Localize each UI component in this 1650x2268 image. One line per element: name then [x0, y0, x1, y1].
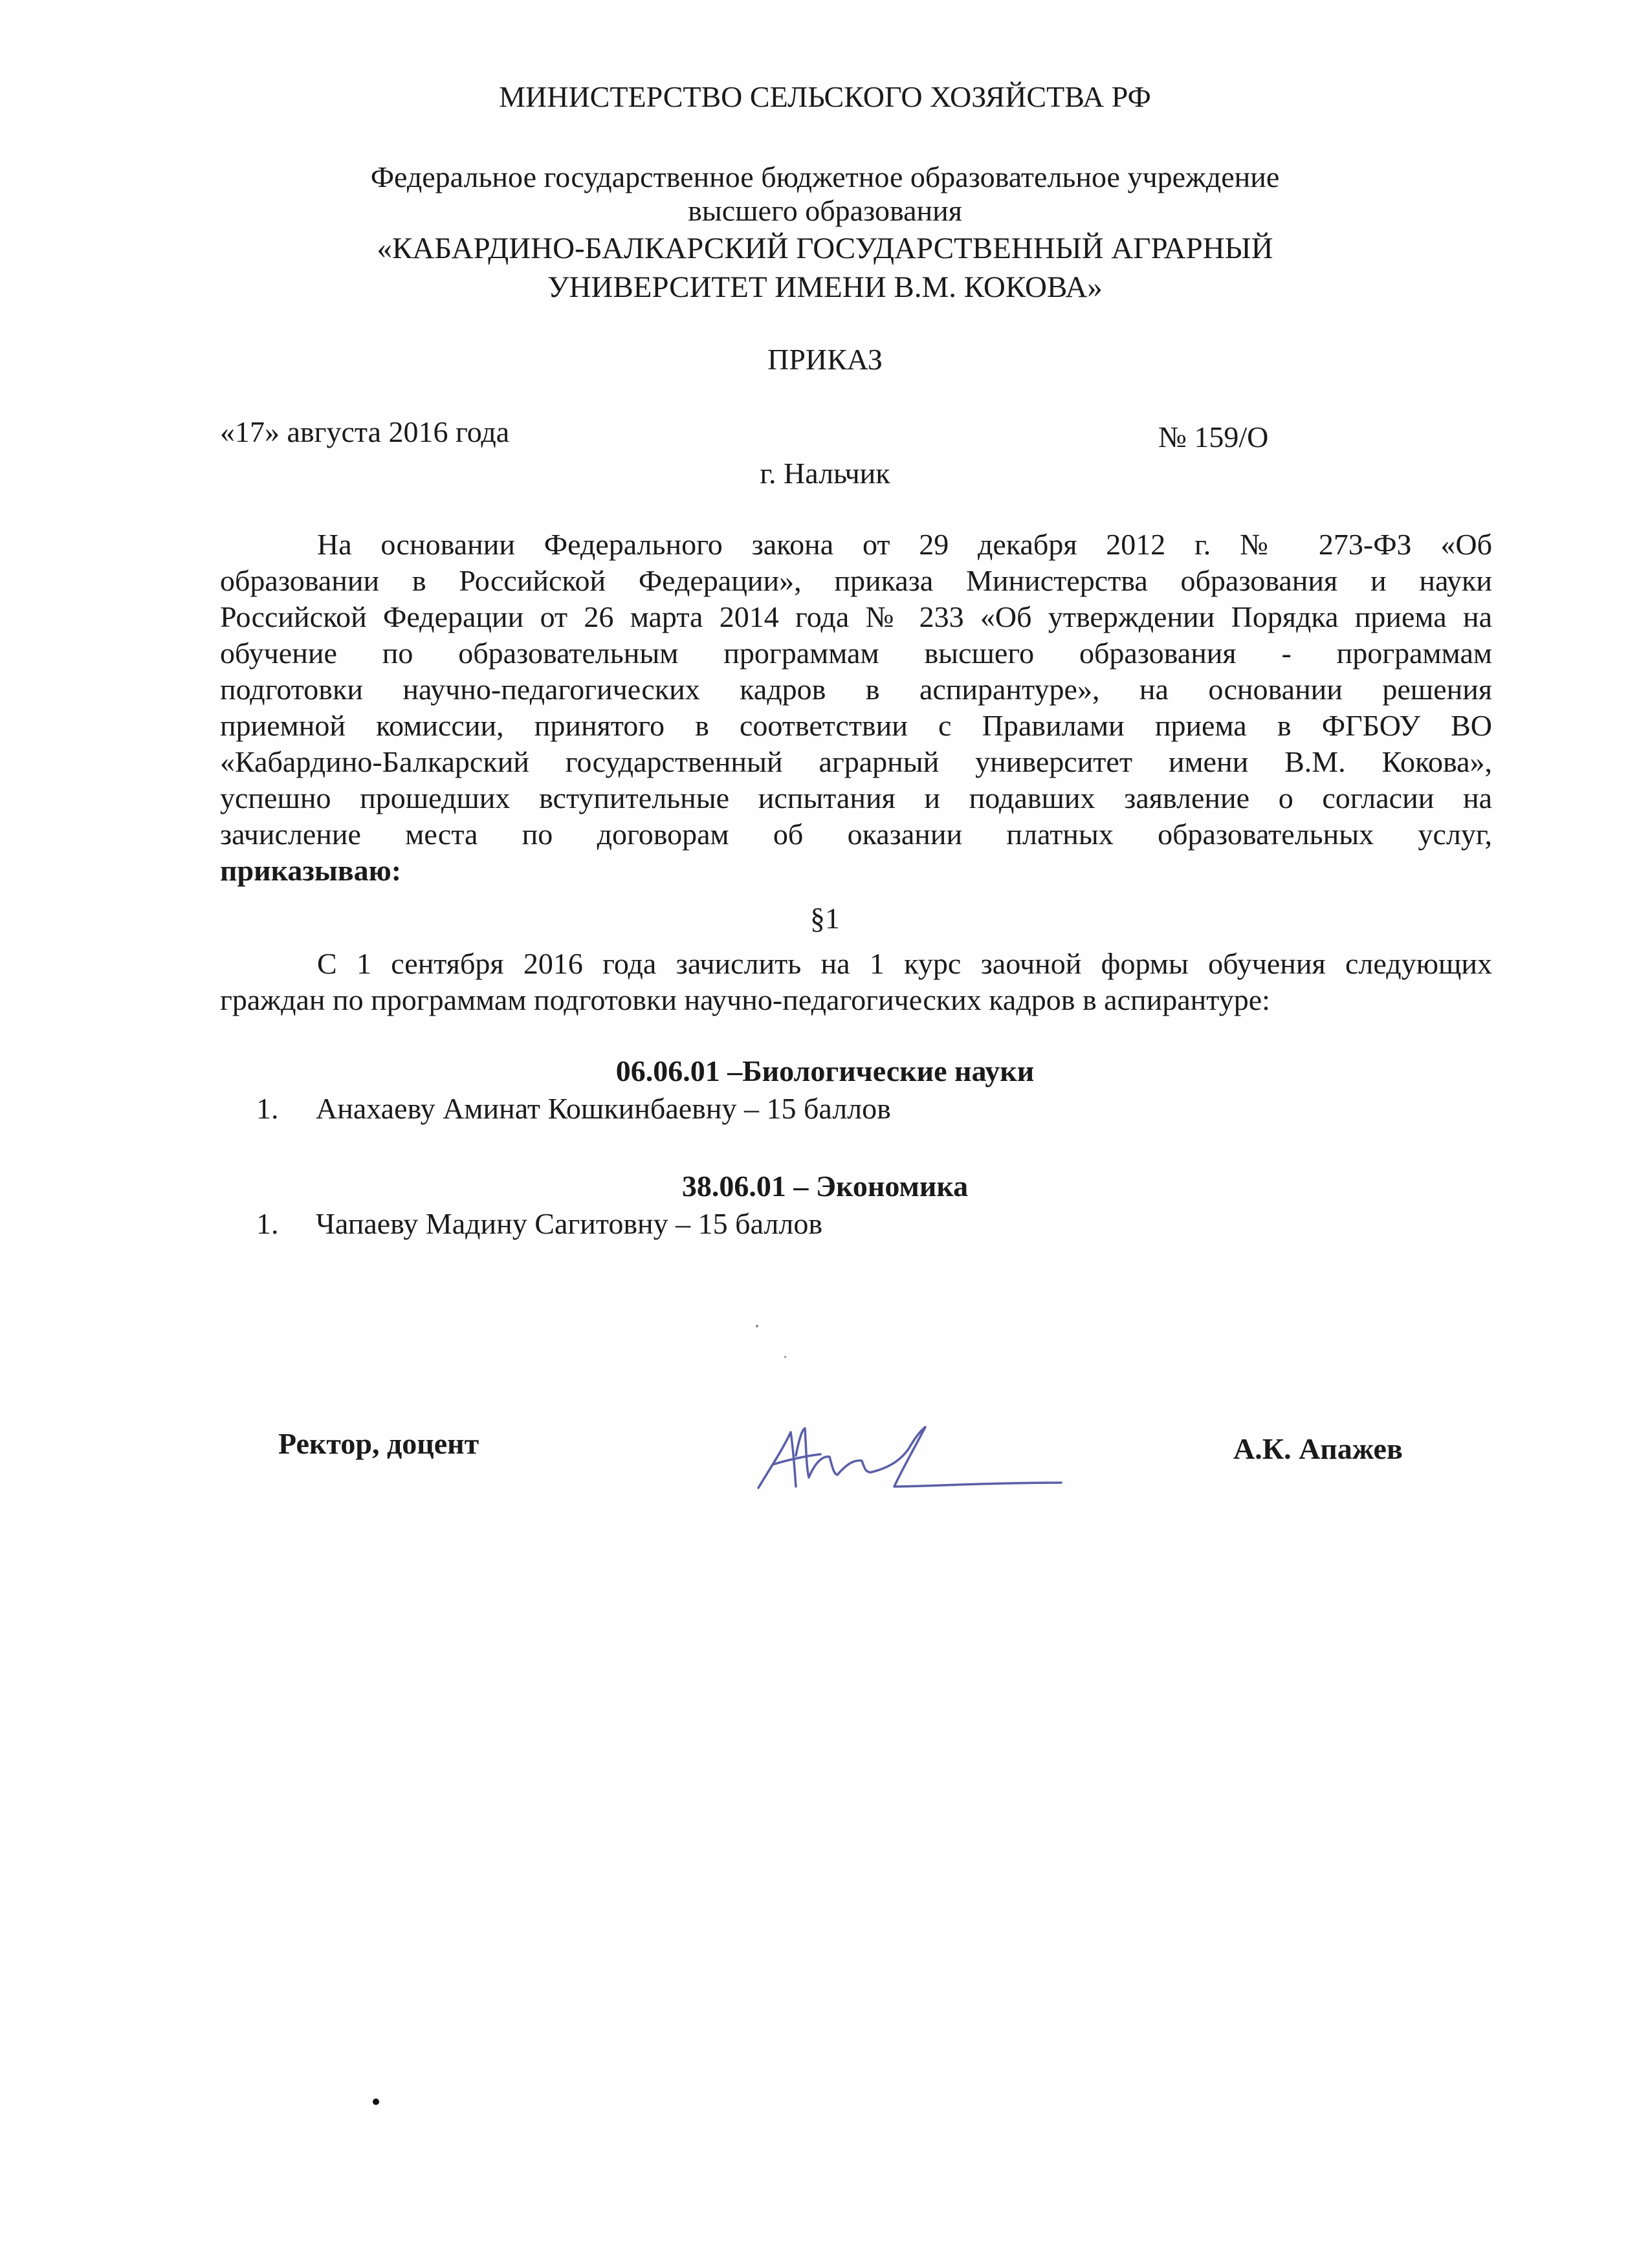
institution-type-line: Федеральное государственное бюджетное образовательное учреждение [370, 160, 1280, 193]
preamble-line: приемной комиссии, принятого в соответствии с Правилами приема в ФГБОУ ВО [220, 709, 1492, 742]
scan-speck [756, 1325, 758, 1327]
handwritten-signature [751, 1410, 1074, 1507]
preamble-closing: приказываю: [220, 854, 402, 887]
list-item-text: Анахаеву Аминат Кошкинбаевну – 15 баллов [316, 1092, 891, 1125]
section-line: С 1 сентября 2016 года зачислить на 1 курс заочной формы обучения следующих [317, 947, 1492, 980]
preamble-line: обучение по образовательным программам высшего образования - программам [220, 637, 1492, 670]
ministry-heading: МИНИСТЕРСТВО СЕЛЬСКОГО ХОЗЯЙСТВА РФ [499, 80, 1151, 113]
signer-position: Ректор, доцент [278, 1427, 479, 1460]
section-mark: §1 [810, 902, 840, 935]
preamble-line: На основании Федерального закона от 29 декабря 2012 г. № 273-ФЗ «Об [317, 528, 1492, 561]
list-item-text: Чапаеву Мадину Сагитовну – 15 баллов [316, 1207, 823, 1240]
list-item-number: 1. [256, 1207, 279, 1240]
order-city: г. Нальчик [760, 457, 890, 490]
signer-name: А.К. Апажев [1233, 1432, 1403, 1465]
program-title: 06.06.01 –Биологические науки [615, 1054, 1035, 1087]
order-date: «17» августа 2016 года [220, 415, 510, 448]
preamble-line: подготовки научно-педагогических кадров в аспирантуре», на основании решения [220, 673, 1492, 706]
list-item [256, 1206, 822, 1242]
section-line: граждан по программам подготовки научно-педагогических кадров в аспирантуре: [220, 983, 1270, 1016]
scan-speck [373, 2099, 379, 2105]
preamble-paragraph [220, 527, 1492, 889]
scan-speck [784, 1356, 786, 1358]
program-title: 38.06.01 – Экономика [681, 1170, 969, 1203]
institution-name-line1: «КАБАРДИНО-БАЛКАРСКИЙ ГОСУДАРСТВЕННЫЙ АГРАРНЫЙ [377, 232, 1273, 265]
preamble-line: зачисление места по договорам об оказании платных образовательных услуг, [220, 818, 1492, 851]
preamble-line: образовании в Российской Федерации», приказа Министерства образования и науки [220, 564, 1492, 597]
section-paragraph [220, 946, 1492, 1018]
order-number: № 159/О [1158, 420, 1269, 453]
preamble-line: успешно прошедших вступительные испытания и подавших заявление о согласии на [220, 781, 1492, 814]
institution-level-line: высшего образования [688, 194, 962, 227]
preamble-line: «Кабардино-Балкарский государственный аграрный университет имени В.М. Кокова», [220, 745, 1492, 778]
institution-name-line2: УНИВЕРСИТЕТ ИМЕНИ В.М. КОКОВА» [547, 270, 1103, 304]
list-item [256, 1091, 891, 1127]
preamble-line: Российской Федерации от 26 марта 2014 года № 233 «Об утверждении Порядка приема на [220, 600, 1492, 633]
order-title: ПРИКАЗ [767, 343, 883, 376]
list-item-number: 1. [256, 1092, 279, 1125]
